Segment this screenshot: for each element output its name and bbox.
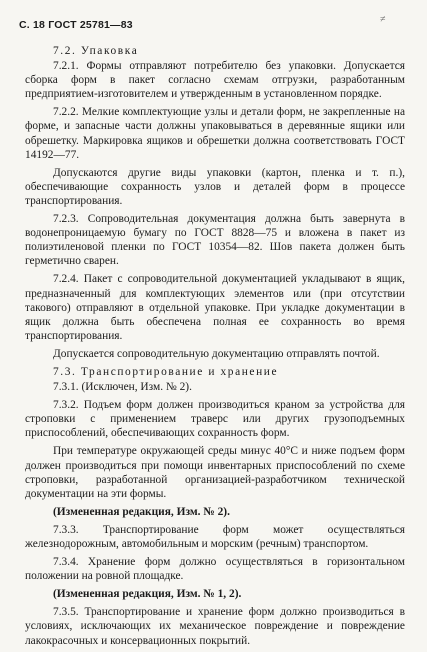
section-heading: 7.3. Транспортирование и хранение: [53, 365, 279, 378]
paragraph: 7.3.5. Транспортирование и хранение форм должно производиться в условиях, исключающих их механическое повреждение и повреждение лакокрасочных и консервационных покрытий.: [25, 606, 405, 647]
paragraph: 7.3.4. Хранение форм должно осуществляться в горизонтальном положении на ровной площадке.: [25, 556, 405, 583]
paragraph: При температуре окружающей среды минус 40°С и ниже подъем форм должен производиться при помощи инвентарных приспособлений по схеме строповки, разработанной организацией-разработчиком технической документации на эти формы.: [25, 445, 405, 500]
paragraph: Допускаются другие виды упаковки (картон, пленка и т. п.), обеспечивающие сохранность узлов и деталей форм в процессе транспортирования.: [25, 166, 405, 207]
running-head: С. 18 ГОСТ 25781—83: [19, 19, 133, 31]
section-heading: 7.2. Упаковка: [53, 45, 139, 57]
amendment-note: (Измененная редакция, Изм. № 2).: [53, 505, 230, 518]
paragraph: 7.2.4. Пакет с сопроводительной документацией укладывают в ящик, предназначенный для комплектующих элементов или (при отсутствии такового) отправляют в отдельной упаковке. При укладке документации в ящик должна быть обеспечена полная ее сохранность во время транспортирования.: [25, 273, 405, 342]
document-body: [25, 44, 405, 652]
page-mark: ≠: [380, 14, 386, 25]
amendment-note: (Измененная редакция, Изм. № 1, 2).: [53, 588, 242, 601]
paragraph: 7.3.3. Транспортирование форм может осуществляться железнодорожным, автомобильным и морским (речным) транспортом.: [25, 523, 405, 550]
paragraph: 7.2.2. Мелкие комплектующие узлы и детали форм, не закрепленные на форме, и запасные части должны упаковываться в деревянные ящики или обрешетку. Маркировка ящиков и обрешетки должна соответствовать ГОСТ 14192—77.: [25, 106, 405, 161]
paragraph: 7.2.1. Формы отправляют потребителю без упаковки. Допускается сборка форм в пакет согласно схемам отгрузки, разработанным предприятием-изготовителем и утвержденным в установленном порядке.: [25, 60, 405, 101]
paragraph: Допускается сопроводительную документацию отправлять почтой.: [53, 347, 380, 360]
paragraph: 7.3.1. (Исключен, Изм. № 2).: [53, 381, 192, 394]
paragraph: 7.2.3. Сопроводительная документация должна быть завернута в водонепроницаемую бумагу по ГОСТ 8828—75 и вложена в пакет из полиэтиленовой пленки по ГОСТ 10354—82. Шов пакета должен быть герметично сварен.: [25, 213, 405, 268]
paragraph: 7.3.2. Подъем форм должен производиться краном за устройства для строповки с применением траверс или других грузоподъемных приспособлений, обеспечивающих сохранность форм.: [25, 399, 405, 440]
